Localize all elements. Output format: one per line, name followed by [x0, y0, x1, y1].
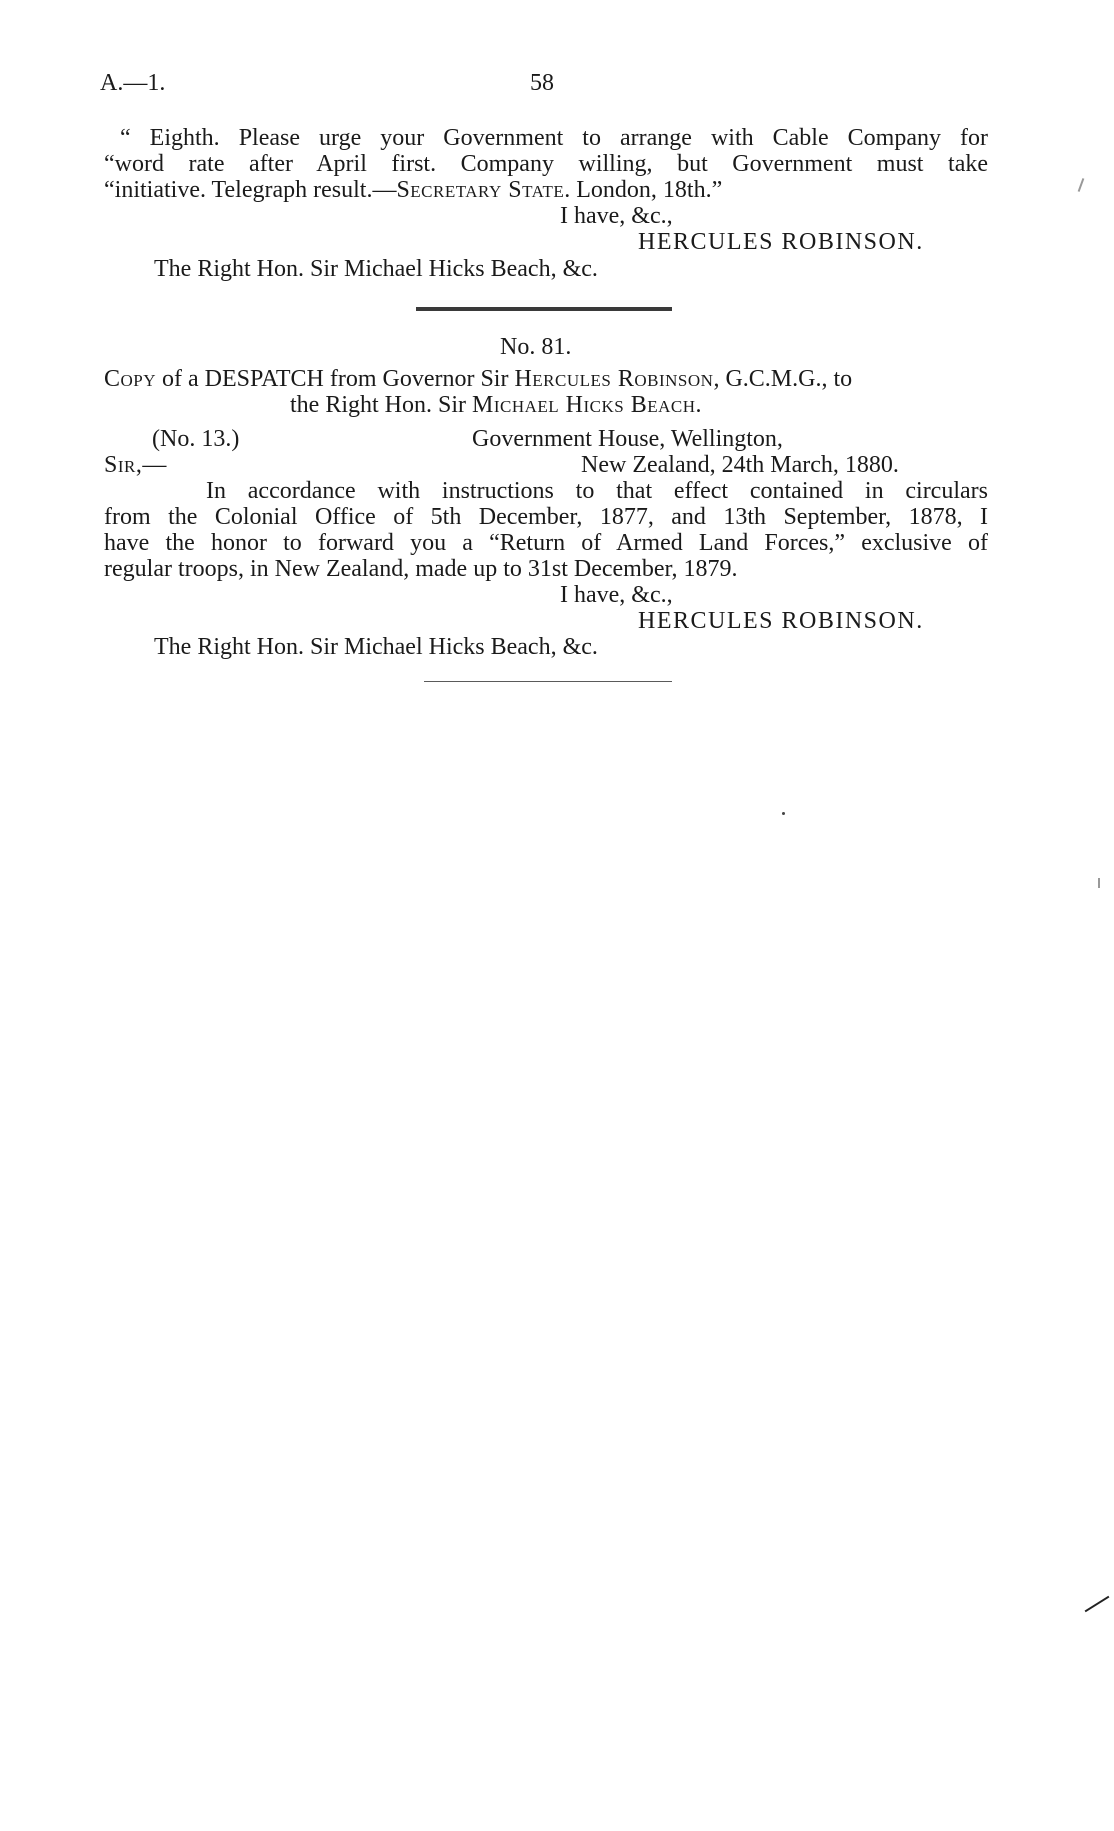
despatch-salutation: Sir,—: [104, 452, 167, 478]
scan-mark: [1078, 178, 1085, 192]
heading-mid: of a DESPATCH from Governor Sir: [162, 366, 509, 392]
despatch-heading-line-1: [104, 366, 988, 392]
telegram-signature: HERCULES ROBINSON.: [638, 229, 924, 255]
despatch-ref-number: (No. 13.): [152, 426, 240, 452]
body-line-1-text: In accordance with instructions to that effect contained in circulars: [206, 478, 988, 504]
despatch-number: No. 81.: [500, 334, 572, 360]
despatch-body-line-1: [206, 478, 988, 504]
telegram-line-3: [104, 177, 722, 203]
telegram-closing: I have, &c.,: [560, 203, 673, 229]
telegram-line-1-text: “ Eighth. Please urge your Government to arrange with Cable Company for: [120, 125, 988, 151]
despatch-body-line-4: regular troops, in New Zealand, made up to 31st December, 1879.: [104, 556, 738, 582]
heading-governor-name: Hercules Robinson: [514, 366, 714, 392]
despatch-closing: I have, &c.,: [560, 582, 673, 608]
despatch-place-line-2: New Zealand, 24th March, 1880.: [581, 452, 899, 478]
heading-copy: Copy: [104, 366, 157, 392]
telegram-addressee: The Right Hon. Sir Michael Hicks Beach, &c.: [154, 256, 598, 282]
scan-speck: [782, 812, 785, 815]
telegram-line-2-text: “word rate after April first. Company willing, but Government must take: [104, 151, 988, 177]
heading-line-2-start: the Right Hon. Sir: [290, 392, 467, 418]
section-divider-thin: [424, 681, 672, 682]
scan-mark: [1085, 1596, 1110, 1613]
scan-mark: [1098, 878, 1100, 888]
despatch-body-line-2: [104, 504, 988, 530]
section-divider-thick: [416, 307, 672, 311]
telegram-line-3-start: “initiative. Telegraph result.—: [104, 177, 397, 203]
body-line-3-text: have the honor to forward you a “Return of Armed Land Forces,” exclusive of: [104, 530, 988, 556]
body-line-2-text: from the Colonial Office of 5th December, 1877, and 13th September, 1878, I: [104, 504, 988, 530]
telegram-line-1: [120, 125, 988, 151]
heading-line-2-end: .: [695, 392, 702, 418]
despatch-heading-line-2: [290, 392, 702, 418]
page-number: 58: [530, 70, 554, 96]
telegram-sender: Secretary State: [396, 177, 565, 203]
heading-recipient-name: Michael Hicks Beach: [472, 392, 696, 418]
despatch-signature: HERCULES ROBINSON.: [638, 608, 924, 634]
heading-end: , G.C.M.G., to: [713, 366, 853, 392]
despatch-body-line-3: [104, 530, 988, 556]
telegram-line-2: [104, 151, 988, 177]
despatch-addressee: The Right Hon. Sir Michael Hicks Beach, &c.: [154, 634, 598, 660]
despatch-place-line-1: Government House, Wellington,: [472, 426, 783, 452]
telegram-line-3-end: . London, 18th.”: [564, 177, 723, 203]
paper-reference: A.—1.: [100, 70, 166, 96]
